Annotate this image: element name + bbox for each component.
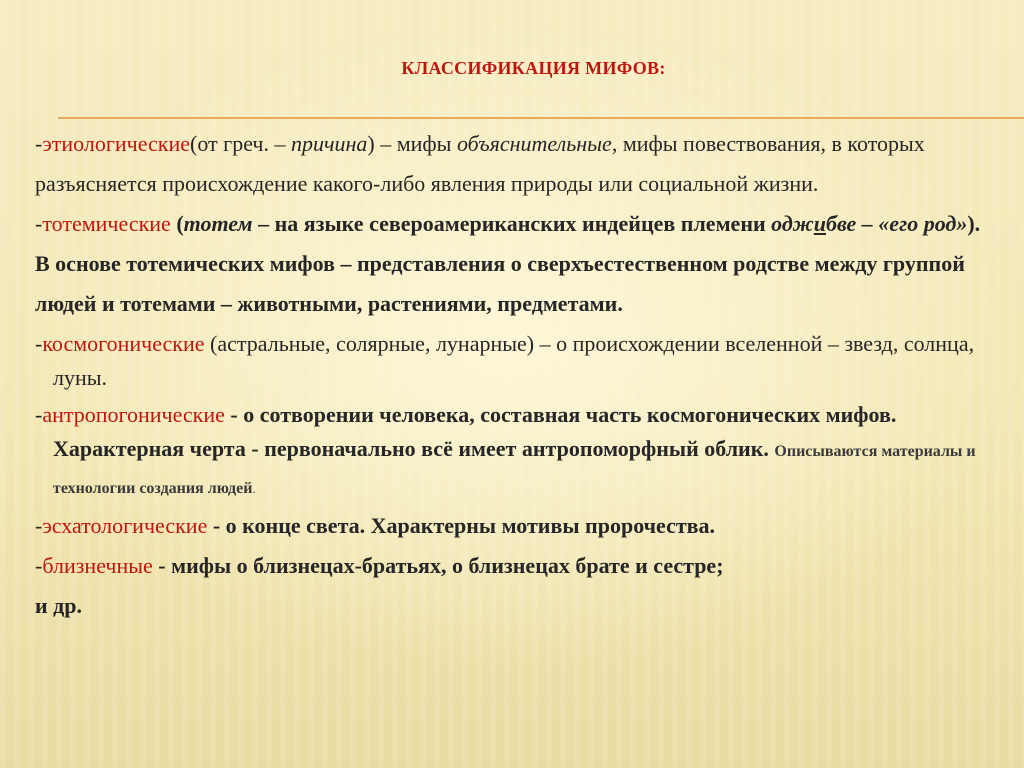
slide-title: КЛАССИФИКАЦИЯ МИФОВ: (401, 58, 666, 78)
text-small: . (252, 481, 256, 496)
text: (астральные, солярные, лунарные) – о происхождении вселенной – звезд, солнца, луны. (53, 331, 975, 390)
term-totemic: тотемические (42, 211, 171, 236)
dash: - (35, 211, 43, 236)
term-cosmogonic: космогонические (42, 331, 205, 356)
text-small: Описываются материалы и технологии создания людей (53, 443, 976, 497)
paragraph-eschatological (35, 506, 995, 546)
text-italic: причина (290, 131, 368, 156)
text: ). В основе тотемических мифов – представления о сверхъестественном родстве между группой людей и тотемами – животными, растениями, предметами. (35, 211, 981, 316)
paragraph-etc (35, 586, 995, 626)
text: - мифы о близнецах-братьях, о близнецах брате и сестре; (152, 553, 724, 578)
text: , мифы повествования, в которых разъясняется происхождение какого-либо явления природы или социальной жизни. (35, 131, 925, 196)
text: - о конце света. Характерны мотивы пророчества. (207, 513, 716, 538)
text-italic: объяснительные (456, 131, 612, 156)
term-anthropogonic: антропогонические (42, 402, 225, 427)
text-italic-underlined: и (813, 211, 826, 236)
paragraph-anthropogonic (35, 398, 995, 506)
text: (от греч. – (190, 131, 291, 156)
dash: - (35, 402, 43, 427)
text-italic: тотем (183, 211, 253, 236)
dash: - (35, 331, 43, 356)
text: - о сотворении человека, составная часть космогонических мифов. Характерная черта - первоначально всё имеет антропоморфный облик. (53, 402, 897, 461)
term-etiological: этиологические (42, 131, 191, 156)
text: – на языке североамериканских индейцев племени (252, 211, 772, 236)
text-italic: бве – «его род» (826, 211, 968, 236)
text: ) – мифы (367, 131, 457, 156)
term-twin: близнечные (42, 553, 153, 578)
term-eschatological: эсхатологические (42, 513, 208, 538)
dash: - (35, 513, 43, 538)
paragraph-etiological (35, 124, 995, 204)
dash: - (35, 553, 43, 578)
paragraph-cosmogonic (35, 327, 995, 395)
text: ( (170, 211, 184, 236)
text-italic: одж (771, 211, 814, 236)
text: и др. (35, 593, 83, 618)
title-divider (58, 117, 1024, 119)
slide-body (35, 124, 995, 626)
paragraph-twin (35, 546, 995, 586)
dash: - (35, 131, 43, 156)
paragraph-totemic (35, 204, 995, 324)
